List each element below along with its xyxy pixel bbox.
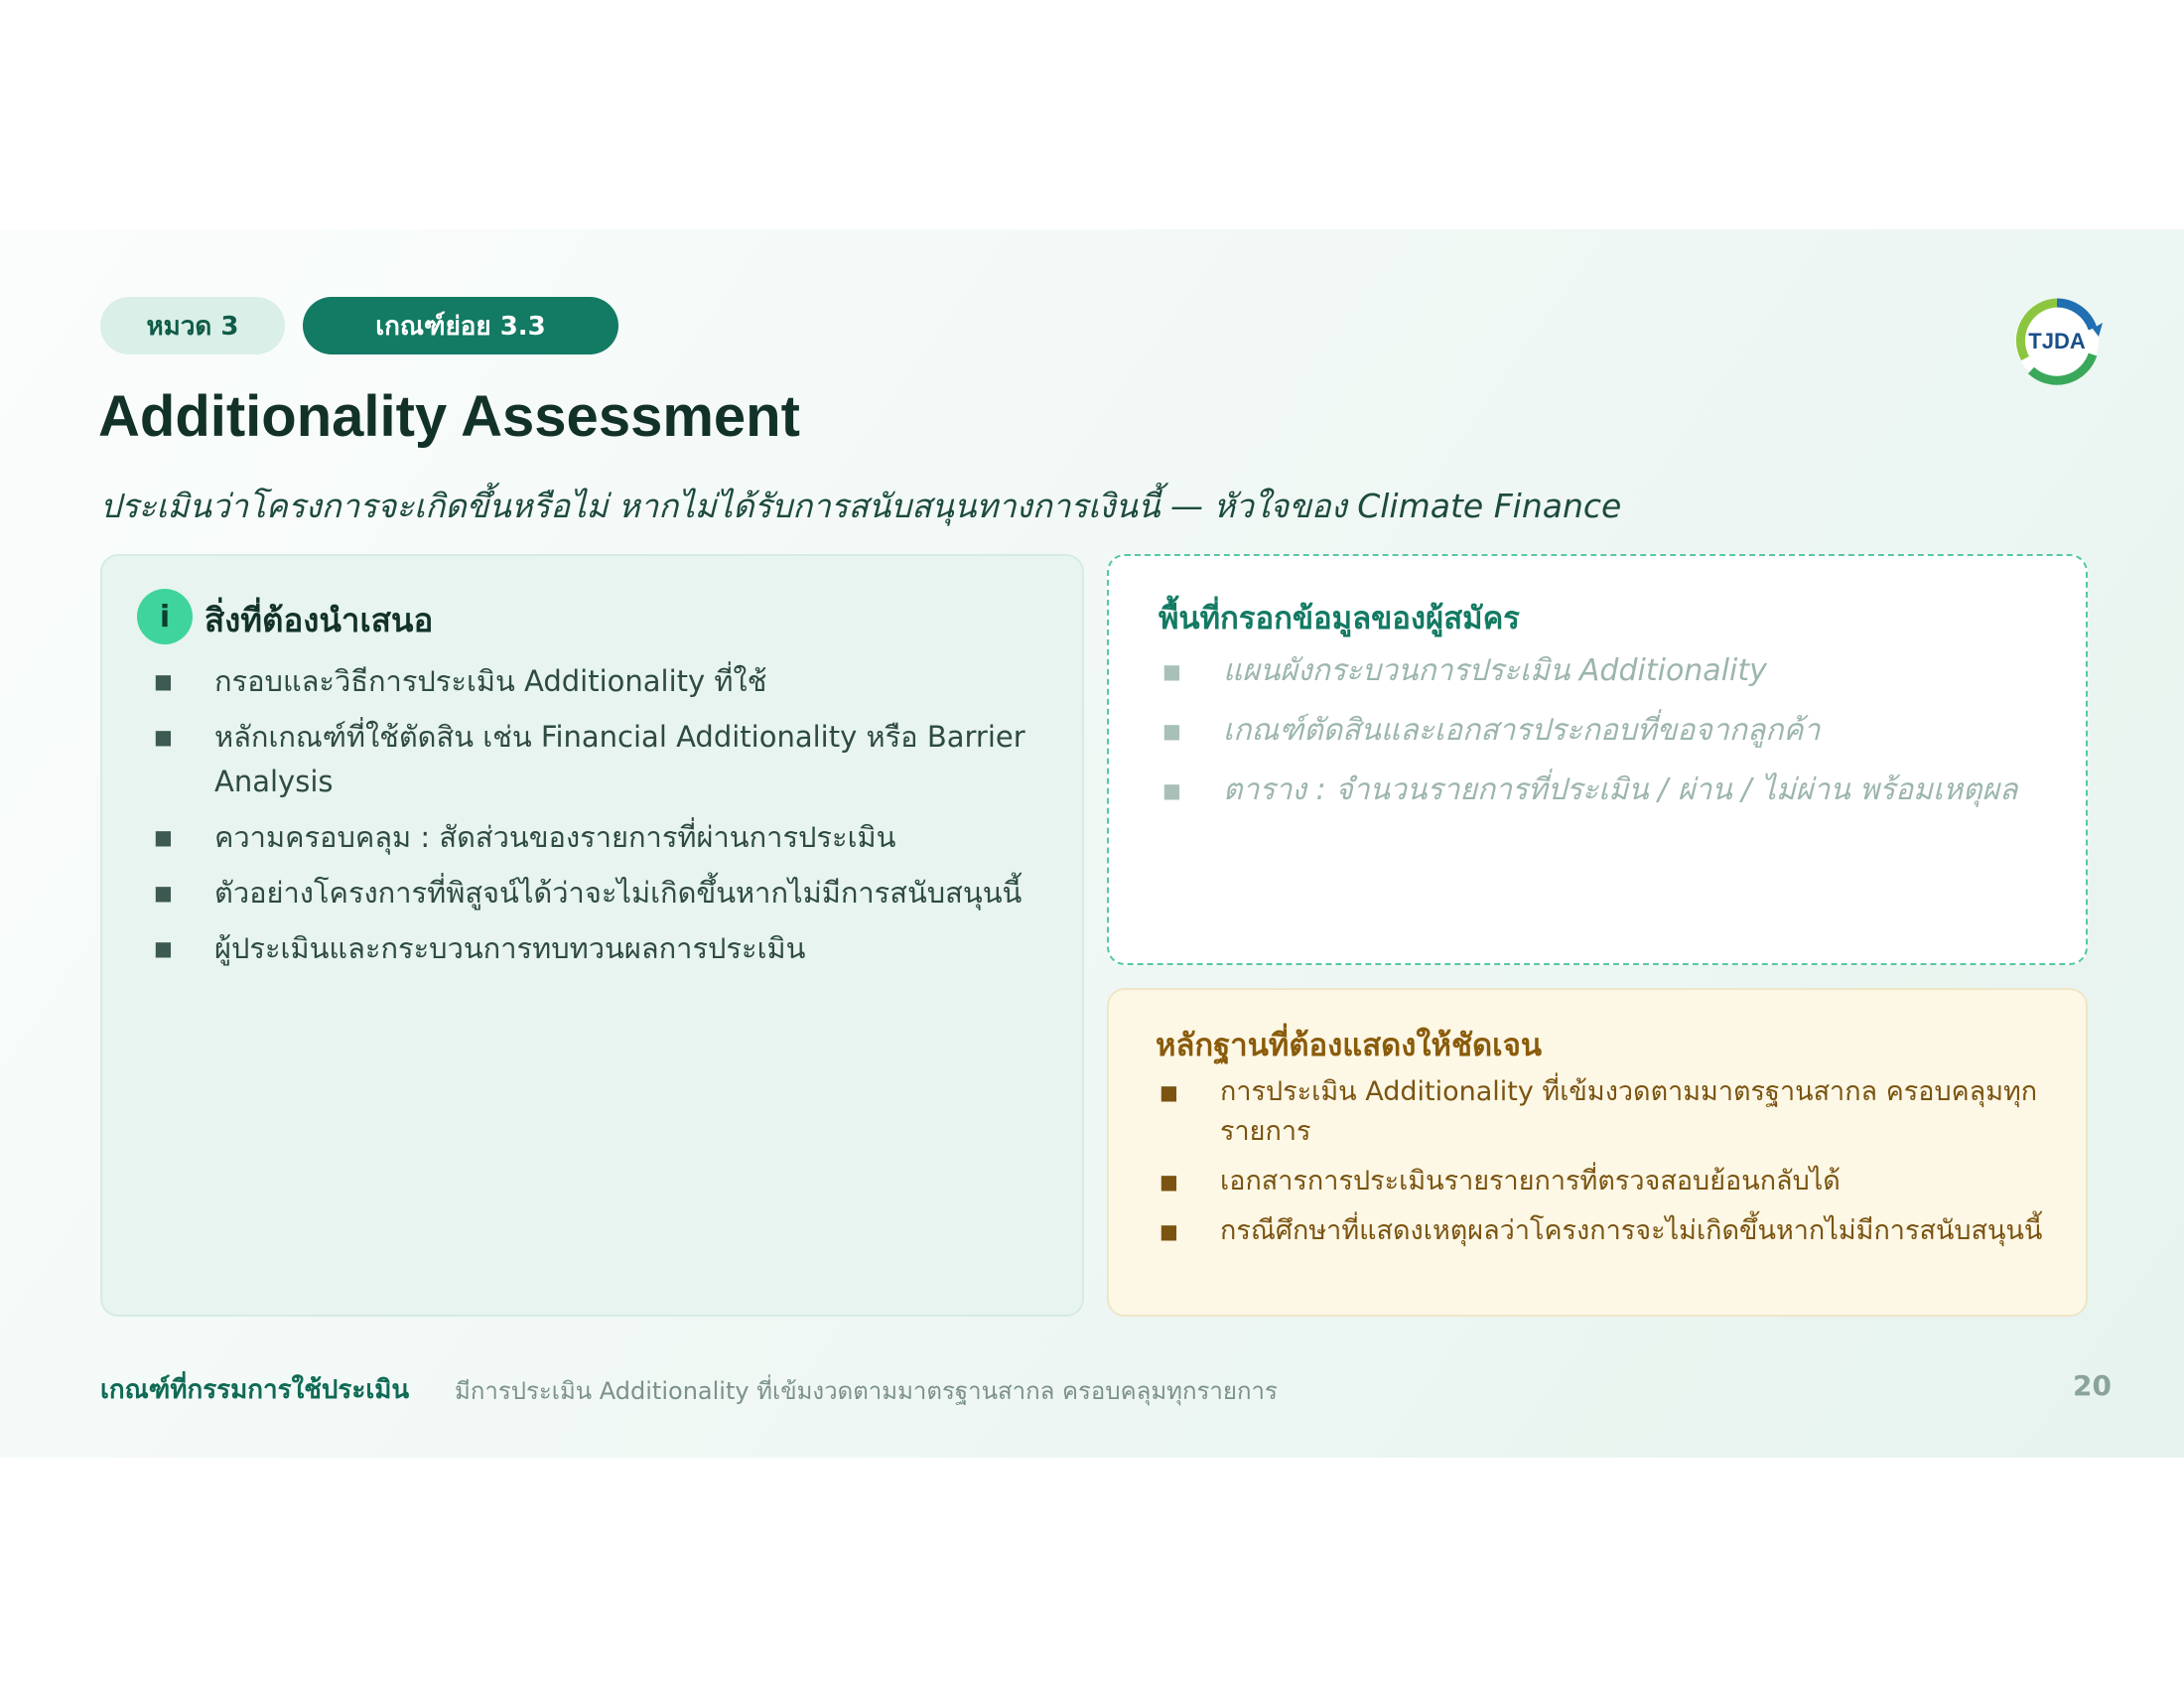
slide — [0, 229, 2184, 1458]
list-item: ■ ความครอบคลุม : สัดส่วนของรายการที่ผ่านการประเมิน — [214, 815, 1038, 860]
requirements-title: สิ่งที่ต้องนำเสนอ — [205, 601, 434, 639]
list-item: ■ การประเมิน Additionality ที่เข้มงวดตามมาตรฐานสากล ครอบคลุมทุกรายการ — [1220, 1072, 2044, 1152]
evidence-card — [1107, 988, 2088, 1317]
footer-label: เกณฑ์ที่กรรมการใช้ประเมิน — [100, 1375, 410, 1405]
svg-text:TJDA: TJDA — [2028, 329, 2086, 353]
page-number: 20 — [2073, 1369, 2112, 1402]
bullet-square-icon: ■ — [1160, 1170, 1178, 1194]
bullet-square-icon: ■ — [154, 825, 173, 849]
requirements-list — [154, 659, 1038, 982]
placeholder-item: ■ เกณฑ์ตัดสินและเอกสารประกอบที่ขอจากลูกค้า — [1223, 709, 2057, 753]
page-title: Additionality Assessment — [98, 384, 800, 449]
bullet-square-icon: ■ — [154, 936, 173, 960]
chapter-pill: หมวด 3 — [100, 297, 285, 354]
info-icon: i — [137, 589, 193, 644]
requirements-card — [100, 554, 1084, 1317]
footer-text: มีการประเมิน Additionality ที่เข้มงวดตามมาตรฐานสากล ครอบคลุมทุกรายการ — [455, 1377, 1278, 1405]
placeholder-item: ■ ตาราง : จำนวนรายการที่ประเมิน / ผ่าน / ไม่ผ่าน พร้อมเหตุผล — [1223, 769, 2057, 812]
bullet-square-icon: ■ — [154, 881, 173, 905]
list-item: ■ กรอบและวิธีการประเมิน Additionality ที่ใช้ — [214, 659, 1038, 704]
tjda-logo-icon — [2007, 289, 2111, 392]
subcriterion-pill: เกณฑ์ย่อย 3.3 — [303, 297, 618, 354]
bullet-square-icon: ■ — [1160, 1080, 1178, 1104]
bullet-square-icon: ■ — [1162, 719, 1181, 743]
bullet-square-icon: ■ — [1162, 778, 1181, 802]
applicant-placeholder-list — [1162, 649, 2057, 828]
applicant-input-area[interactable] — [1107, 554, 2088, 965]
list-item: ■ กรณีศึกษาที่แสดงเหตุผลว่าโครงการจะไม่เกิดขึ้นหากไม่มีการสนับสนุนนี้ — [1220, 1211, 2044, 1251]
page-subtitle: ประเมินว่าโครงการจะเกิดขึ้นหรือไม่ หากไม่ได้รับการสนับสนุนทางการเงินนี้ — หัวใจของ Climate Finance — [100, 487, 1622, 525]
list-item: ■ เอกสารการประเมินรายรายการที่ตรวจสอบย้อนกลับได้ — [1220, 1162, 2044, 1201]
list-item: ■ ตัวอย่างโครงการที่พิสูจน์ได้ว่าจะไม่เกิดขึ้นหากไม่มีการสนับสนุนนี้ — [214, 871, 1038, 915]
bullet-square-icon: ■ — [154, 725, 173, 749]
bullet-square-icon: ■ — [154, 669, 173, 693]
list-item: ■ หลักเกณฑ์ที่ใช้ตัดสิน เช่น Financial Additionality หรือ Barrier Analysis — [214, 715, 1038, 804]
applicant-area-title: พื้นที่กรอกข้อมูลของผู้สมัคร — [1159, 601, 1520, 636]
bullet-square-icon: ■ — [1160, 1219, 1178, 1243]
evidence-list — [1160, 1072, 2044, 1261]
evidence-title: หลักฐานที่ต้องแสดงให้ชัดเจน — [1156, 1028, 1543, 1063]
placeholder-item: ■ แผนผังกระบวนการประเมิน Additionality — [1223, 649, 2057, 693]
bullet-square-icon: ■ — [1162, 659, 1181, 683]
list-item: ■ ผู้ประเมินและกระบวนการทบทวนผลการประเมิน — [214, 926, 1038, 971]
